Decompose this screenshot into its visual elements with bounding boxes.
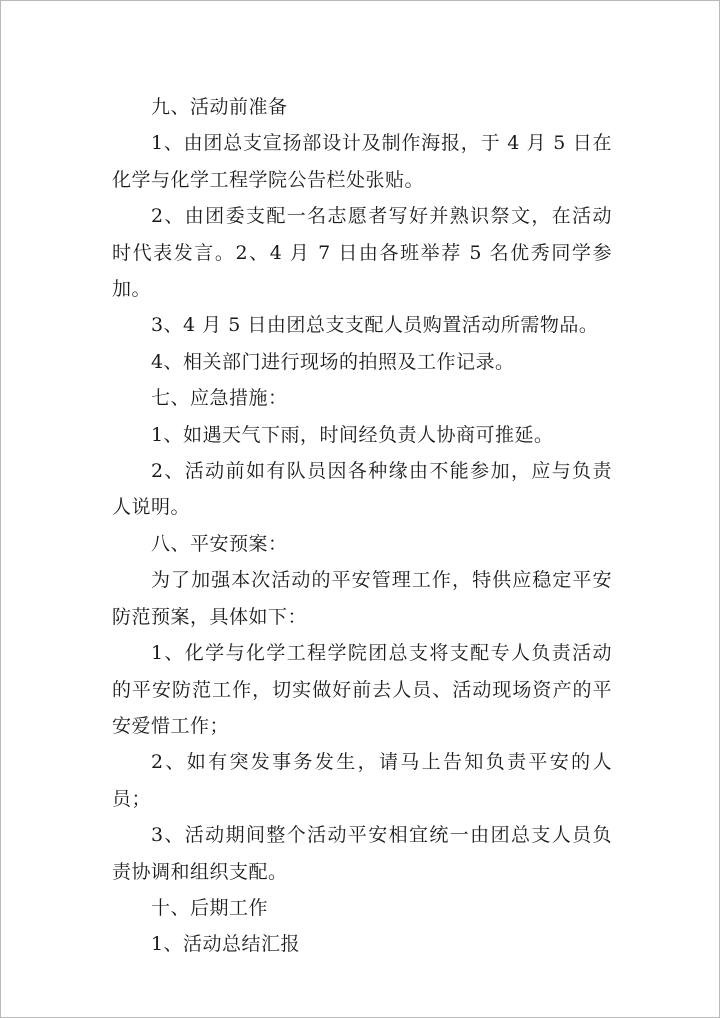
paragraph: 4、相关部门进行现场的拍照及工作记录。 xyxy=(150,350,515,373)
paragraph: 2、如有突发事务发生，请马上告知负责平安的人员； xyxy=(112,751,612,810)
paragraph: 3、活动期间整个活动平安相宜统一由团总支人员负责协调和组织支配。 xyxy=(112,824,612,883)
document-body xyxy=(112,89,612,963)
paragraph: 2、活动前如有队员因各种缘由不能参加，应与负责人说明。 xyxy=(112,460,612,519)
paragraph: 1、如遇天气下雨，时间经负责人协商可推延。 xyxy=(150,423,554,446)
section-heading-preparation: 九、活动前准备 xyxy=(150,96,288,118)
paragraph: 1、由团总支宣扬部设计及制作海报，于 4 月 5 日在化学与化学工程学院公告栏处张贴。 xyxy=(112,132,612,191)
paragraph: 1、活动总结汇报 xyxy=(150,933,301,956)
section-heading-follow-up: 十、后期工作 xyxy=(150,896,268,919)
paragraph: 1、化学与化学工程学院团总支将支配专人负责活动的平安防范工作，切实做好前去人员、活动现场资产的平安爱惜工作； xyxy=(112,642,612,737)
paragraph: 2、由团委支配一名志愿者写好并熟识祭文，在活动时代表发言。2、4 月 7 日由各班举荐 5 名优秀同学参加。 xyxy=(112,205,612,301)
paragraph: 为了加强本次活动的平安管理工作，特供应稳定平安防范预案，具体如下： xyxy=(112,569,612,628)
section-heading-safety-plan: 八、平安预案： xyxy=(150,532,288,555)
paragraph: 3、4 月 5 日由团总支支配人员购置活动所需物品。 xyxy=(150,314,599,337)
section-heading-emergency: 七、应急措施： xyxy=(150,387,288,410)
